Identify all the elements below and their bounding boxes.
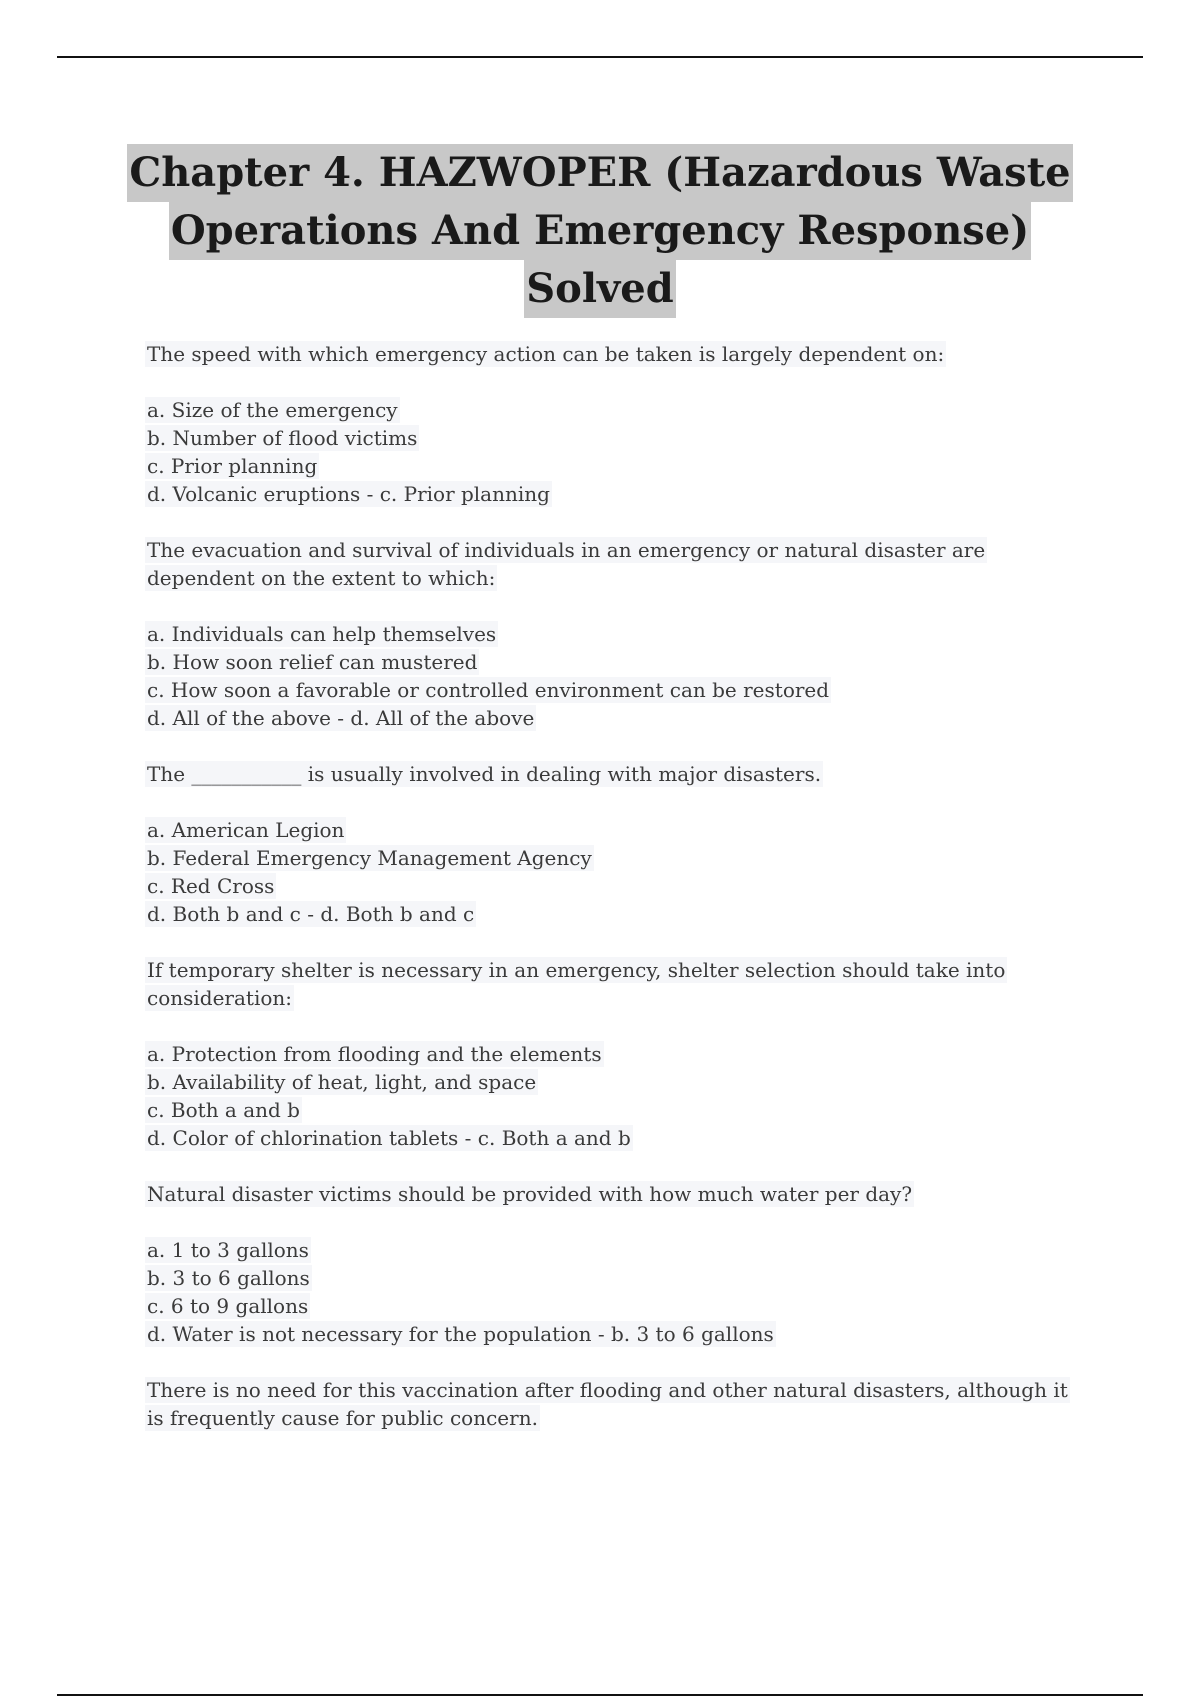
- option-item: c. 6 to 9 gallons: [147, 1294, 309, 1318]
- title-line-1: Chapter 4. HAZWOPER (Hazardous Waste: [127, 144, 1072, 202]
- bottom-rule: [57, 1694, 1143, 1696]
- option-item-answer: d. Color of chlorination tablets - c. Both a and b: [147, 1126, 631, 1150]
- question-prompt: Natural disaster victims should be provided with how much water per day?: [147, 1182, 913, 1206]
- option-item: b. How soon relief can mustered: [147, 650, 478, 674]
- question-prompt: The speed with which emergency action can be taken is largely dependent on:: [147, 342, 945, 366]
- option-item: b. 3 to 6 gallons: [147, 1266, 310, 1290]
- option-item: a. Size of the emergency: [147, 398, 398, 422]
- option-item-answer: d. Volcanic eruptions - c. Prior planning: [147, 482, 550, 506]
- option-item: b. Federal Emergency Management Agency: [147, 846, 592, 870]
- option-item-answer: d. All of the above - d. All of the above: [147, 706, 535, 730]
- document-body: [145, 340, 1085, 1460]
- question-block-2: [145, 536, 1085, 732]
- option-item-answer: d. Water is not necessary for the population - b. 3 to 6 gallons: [147, 1322, 774, 1346]
- question-prompt: If temporary shelter is necessary in an emergency, shelter selection should take into consideration:: [147, 958, 1006, 1010]
- question-block-1: [145, 340, 1085, 508]
- document-title: [100, 144, 1100, 318]
- title-line-3: Solved: [524, 260, 675, 318]
- question-block-4: [145, 956, 1085, 1152]
- option-item: c. Prior planning: [147, 454, 318, 478]
- option-item: b. Availability of heat, light, and space: [147, 1070, 537, 1094]
- option-item: a. American Legion: [147, 818, 345, 842]
- option-item: c. Red Cross: [147, 874, 275, 898]
- question-block-6: [145, 1376, 1085, 1432]
- question-prompt: The evacuation and survival of individuals in an emergency or natural disaster are dependent on the extent to which:: [147, 538, 986, 590]
- option-item: c. Both a and b: [147, 1098, 300, 1122]
- question-prompt: The ___________ is usually involved in dealing with major disasters.: [147, 762, 822, 786]
- title-line-2: Operations And Emergency Response): [169, 202, 1031, 260]
- question-block-5: [145, 1180, 1085, 1348]
- option-item: b. Number of flood victims: [147, 426, 418, 450]
- option-item: c. How soon a favorable or controlled environment can be restored: [147, 678, 830, 702]
- question-block-3: [145, 760, 1085, 928]
- top-rule: [57, 56, 1143, 58]
- option-item: a. Protection from flooding and the elements: [147, 1042, 602, 1066]
- option-item: a. 1 to 3 gallons: [147, 1238, 309, 1262]
- question-prompt: There is no need for this vaccination after flooding and other natural disasters, although it is frequently cause for public concern.: [147, 1378, 1068, 1430]
- option-item: a. Individuals can help themselves: [147, 622, 497, 646]
- option-item-answer: d. Both b and c - d. Both b and c: [147, 902, 475, 926]
